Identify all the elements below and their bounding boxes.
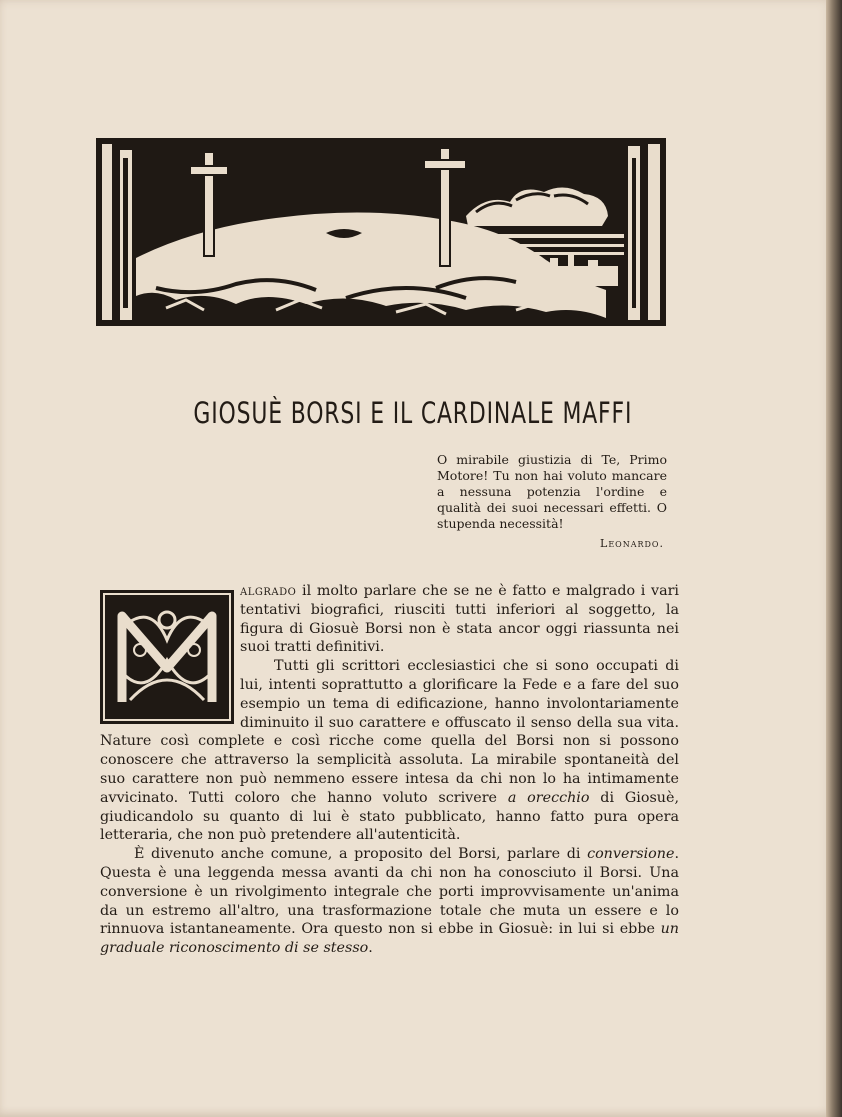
paragraph-3: [100, 845, 679, 958]
woodcut-illustration: [96, 138, 666, 326]
paragraph-3-italic: conversione: [587, 846, 675, 863]
paragraph-2-italic: a orecchio: [507, 789, 590, 806]
paragraph-2-text-b: di Giosuè, giudicandolo su quanto di lui è stato pubblicato, hanno fatto pura opera letteraria, che non può pretendere all'autenticità.: [100, 789, 679, 844]
paragraph-1-text: il molto parlare che se ne è fatto e malgrado i vari tentativi biografici, riusciti tutti inferiori al soggetto, la figura di Giosuè Borsi non è stata ancor oggi riassunta nei suoi tratti definitivi.: [240, 583, 679, 656]
paragraph-3-text-a: È divenuto anche comune, a proposito del Borsi, parlare di: [134, 846, 588, 863]
epigraph-quote: O mirabile giustizia di Te, Primo Motore! Tu non hai voluto mancare a nessuna potenzia l'ordine e qualità dei suoi necessari effetti. O stupenda necessità!: [437, 452, 667, 531]
page-title: GIOSUÈ BORSI E IL CARDINALE MAFFI: [193, 396, 633, 430]
epigraph-author: Leonardo.: [600, 537, 664, 550]
page-edge: [826, 0, 842, 1117]
decorated-initial-m: [100, 590, 234, 724]
paragraph-3-italic-2: un graduale riconoscimento di se stesso: [100, 921, 679, 957]
paragraph-3-text-b: . Questa è una leggenda messa avanti da chi non ha conosciuto il Borsi. Una conversione è un rivolgimento integrale che porti improvvisamente un'anima da un estremo all'altro, una trasformazione totale che muta un essere e lo rinnuova istantaneamente. Ora questo non si ebbe in Giosuè: in lui si ebbe: [100, 846, 679, 938]
paragraph-3-text-c: .: [368, 940, 373, 957]
paragraph-2-text-a: Tutti gli scrittori ecclesiastici che si sono occupati di lui, intenti soprattutto a glorificare la Fede e a fare del suo esempio un tema di edificazione, hanno involontariamente diminuito il suo carattere e offuscato il senso della sua vita. Nature così complete e così ricche come quella del Borsi non si possono conoscere che attraverso la semplicità assoluta. La mirabile spontaneità del suo carattere non può nemmeno essere intesa da chi non lo ha intimamente avvicinato. Tutti coloro che hanno voluto scrivere: [100, 658, 679, 806]
paragraph-1-opening: algrado: [240, 583, 297, 599]
